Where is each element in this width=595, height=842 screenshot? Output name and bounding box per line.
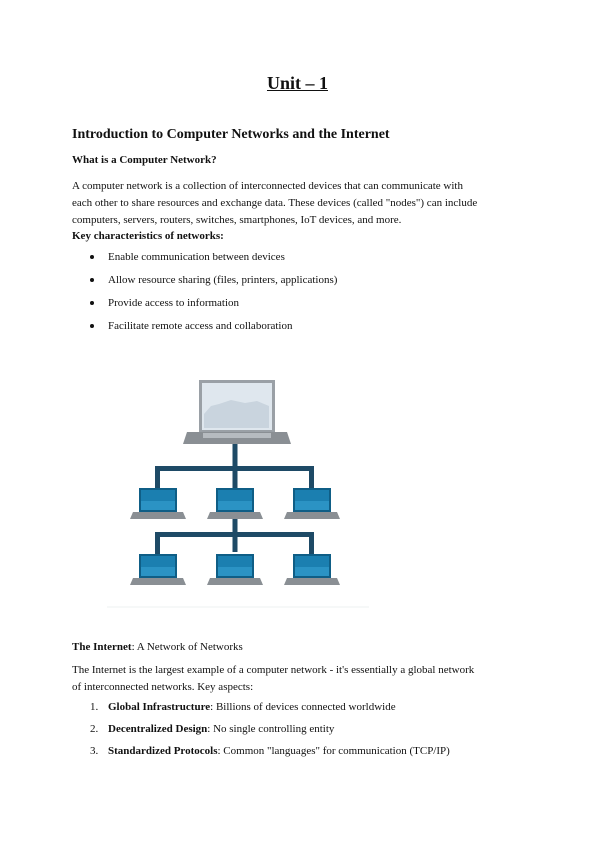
list-item: Enable communication between devices	[72, 250, 337, 273]
aspect-desc: : No single controlling entity	[207, 723, 335, 735]
unit-title: Unit – 1	[266, 73, 328, 93]
list-item	[72, 722, 450, 744]
characteristics-heading: Key characteristics of networks:	[72, 230, 224, 242]
list-item: Allow resource sharing (files, printers, applications)	[72, 273, 337, 296]
internet-heading	[72, 639, 524, 656]
internet-paragraph	[72, 662, 524, 696]
list-number: 1.	[90, 701, 99, 713]
internet-aspects-list	[72, 700, 450, 766]
laptop-icon	[207, 488, 263, 519]
characteristics-list	[72, 250, 337, 342]
list-item	[72, 700, 450, 722]
list-number: 2.	[90, 723, 99, 735]
aspect-desc: : Billions of devices connected worldwide	[210, 701, 396, 713]
list-number: 3.	[90, 745, 99, 757]
list-item: Facilitate remote access and collaboration	[72, 319, 337, 342]
aspect-desc: : Common "languages" for communication (TCP/IP)	[217, 745, 450, 757]
aspect-term: Standardized Protocols	[108, 745, 218, 757]
internet-heading-bold: The Internet	[72, 641, 132, 653]
what-is-heading: What is a Computer Network?	[72, 154, 217, 166]
server-laptop-icon	[183, 380, 291, 444]
aspect-term: Decentralized Design	[108, 723, 208, 735]
paragraph-line: of interconnected networks. Key aspects:	[72, 681, 254, 693]
laptop-icon	[284, 488, 340, 519]
laptop-icon	[130, 554, 186, 585]
paragraph-line: each other to share resources and exchange data. These devices (called "nodes") can include	[72, 197, 478, 209]
paragraph-line: The Internet is the largest example of a computer network - it's essentially a global network	[72, 664, 475, 676]
laptop-icon	[207, 554, 263, 585]
laptop-icon	[284, 554, 340, 585]
list-item	[72, 744, 450, 766]
list-item: Provide access to information	[72, 296, 337, 319]
internet-heading-rest: : A Network of Networks	[131, 641, 243, 653]
aspect-term: Global Infrastructure	[108, 701, 211, 713]
paragraph-line: computers, servers, routers, switches, smartphones, IoT devices, and more.	[72, 214, 402, 226]
paragraph-line: A computer network is a collection of interconnected devices that can communicate with	[72, 180, 463, 192]
what-is-paragraph	[72, 178, 524, 229]
laptop-icon	[130, 488, 186, 519]
network-diagram	[107, 370, 369, 610]
section-heading: Introduction to Computer Networks and the Internet	[72, 127, 390, 142]
